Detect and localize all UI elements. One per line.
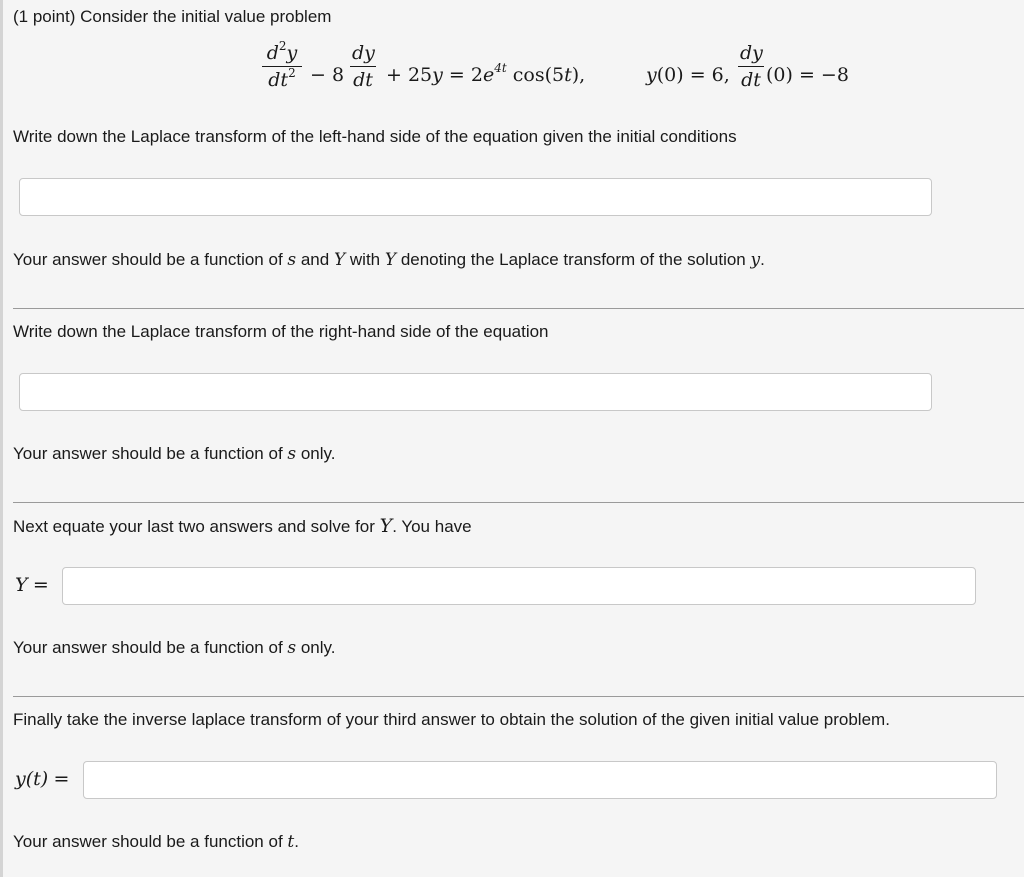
- solve-y-hint: Your answer should be a function of s only.: [13, 638, 336, 658]
- rhs-prompt: Write down the Laplace transform of the right-hand side of the equation: [13, 322, 549, 341]
- page-left-border: [0, 0, 3, 877]
- inverse-prompt: Finally take the inverse laplace transform of your third answer to obtain the solution of the given initial value problem.: [13, 710, 890, 729]
- problem-intro: (1 point) Consider the initial value problem: [13, 7, 332, 26]
- rhs-expression: + $25y = 2e^{4t}$ cos(5t),: [386, 61, 586, 86]
- d2y-dt2-fraction: $d^2y$ $dt^2$: [262, 42, 302, 91]
- yt-label: y(t) =: [15, 768, 70, 790]
- y-label: Y =: [15, 574, 49, 596]
- lhs-hint: Your answer should be a function of s and Y with Y denoting the Laplace transform of the solution y.: [13, 250, 765, 270]
- ivp-equation: [262, 39, 882, 112]
- section-divider-2: [13, 502, 1024, 503]
- initial-condition-dy0: (0) = −8: [766, 64, 849, 86]
- dy-dt-ic-fraction: dy dt: [740, 42, 763, 91]
- lhs-laplace-input[interactable]: [19, 178, 932, 216]
- rhs-hint: Your answer should be a function of s only.: [13, 444, 336, 464]
- y-of-t-input[interactable]: [83, 761, 997, 799]
- minus-8-term: − 8: [310, 64, 345, 86]
- solve-y-prompt: Next equate your last two answers and solve for Y. You have: [13, 515, 472, 537]
- dy-dt-fraction: dy dt: [352, 42, 375, 91]
- section-divider-3: [13, 696, 1024, 697]
- rhs-laplace-input[interactable]: [19, 373, 932, 411]
- y-of-s-input[interactable]: [62, 567, 976, 605]
- section-divider-1: [13, 308, 1024, 309]
- lhs-prompt: Write down the Laplace transform of the left-hand side of the equation given the initial conditions: [13, 127, 737, 146]
- inverse-hint: Your answer should be a function of t.: [13, 832, 299, 852]
- initial-condition-y0: y(0) = 6,: [646, 64, 730, 86]
